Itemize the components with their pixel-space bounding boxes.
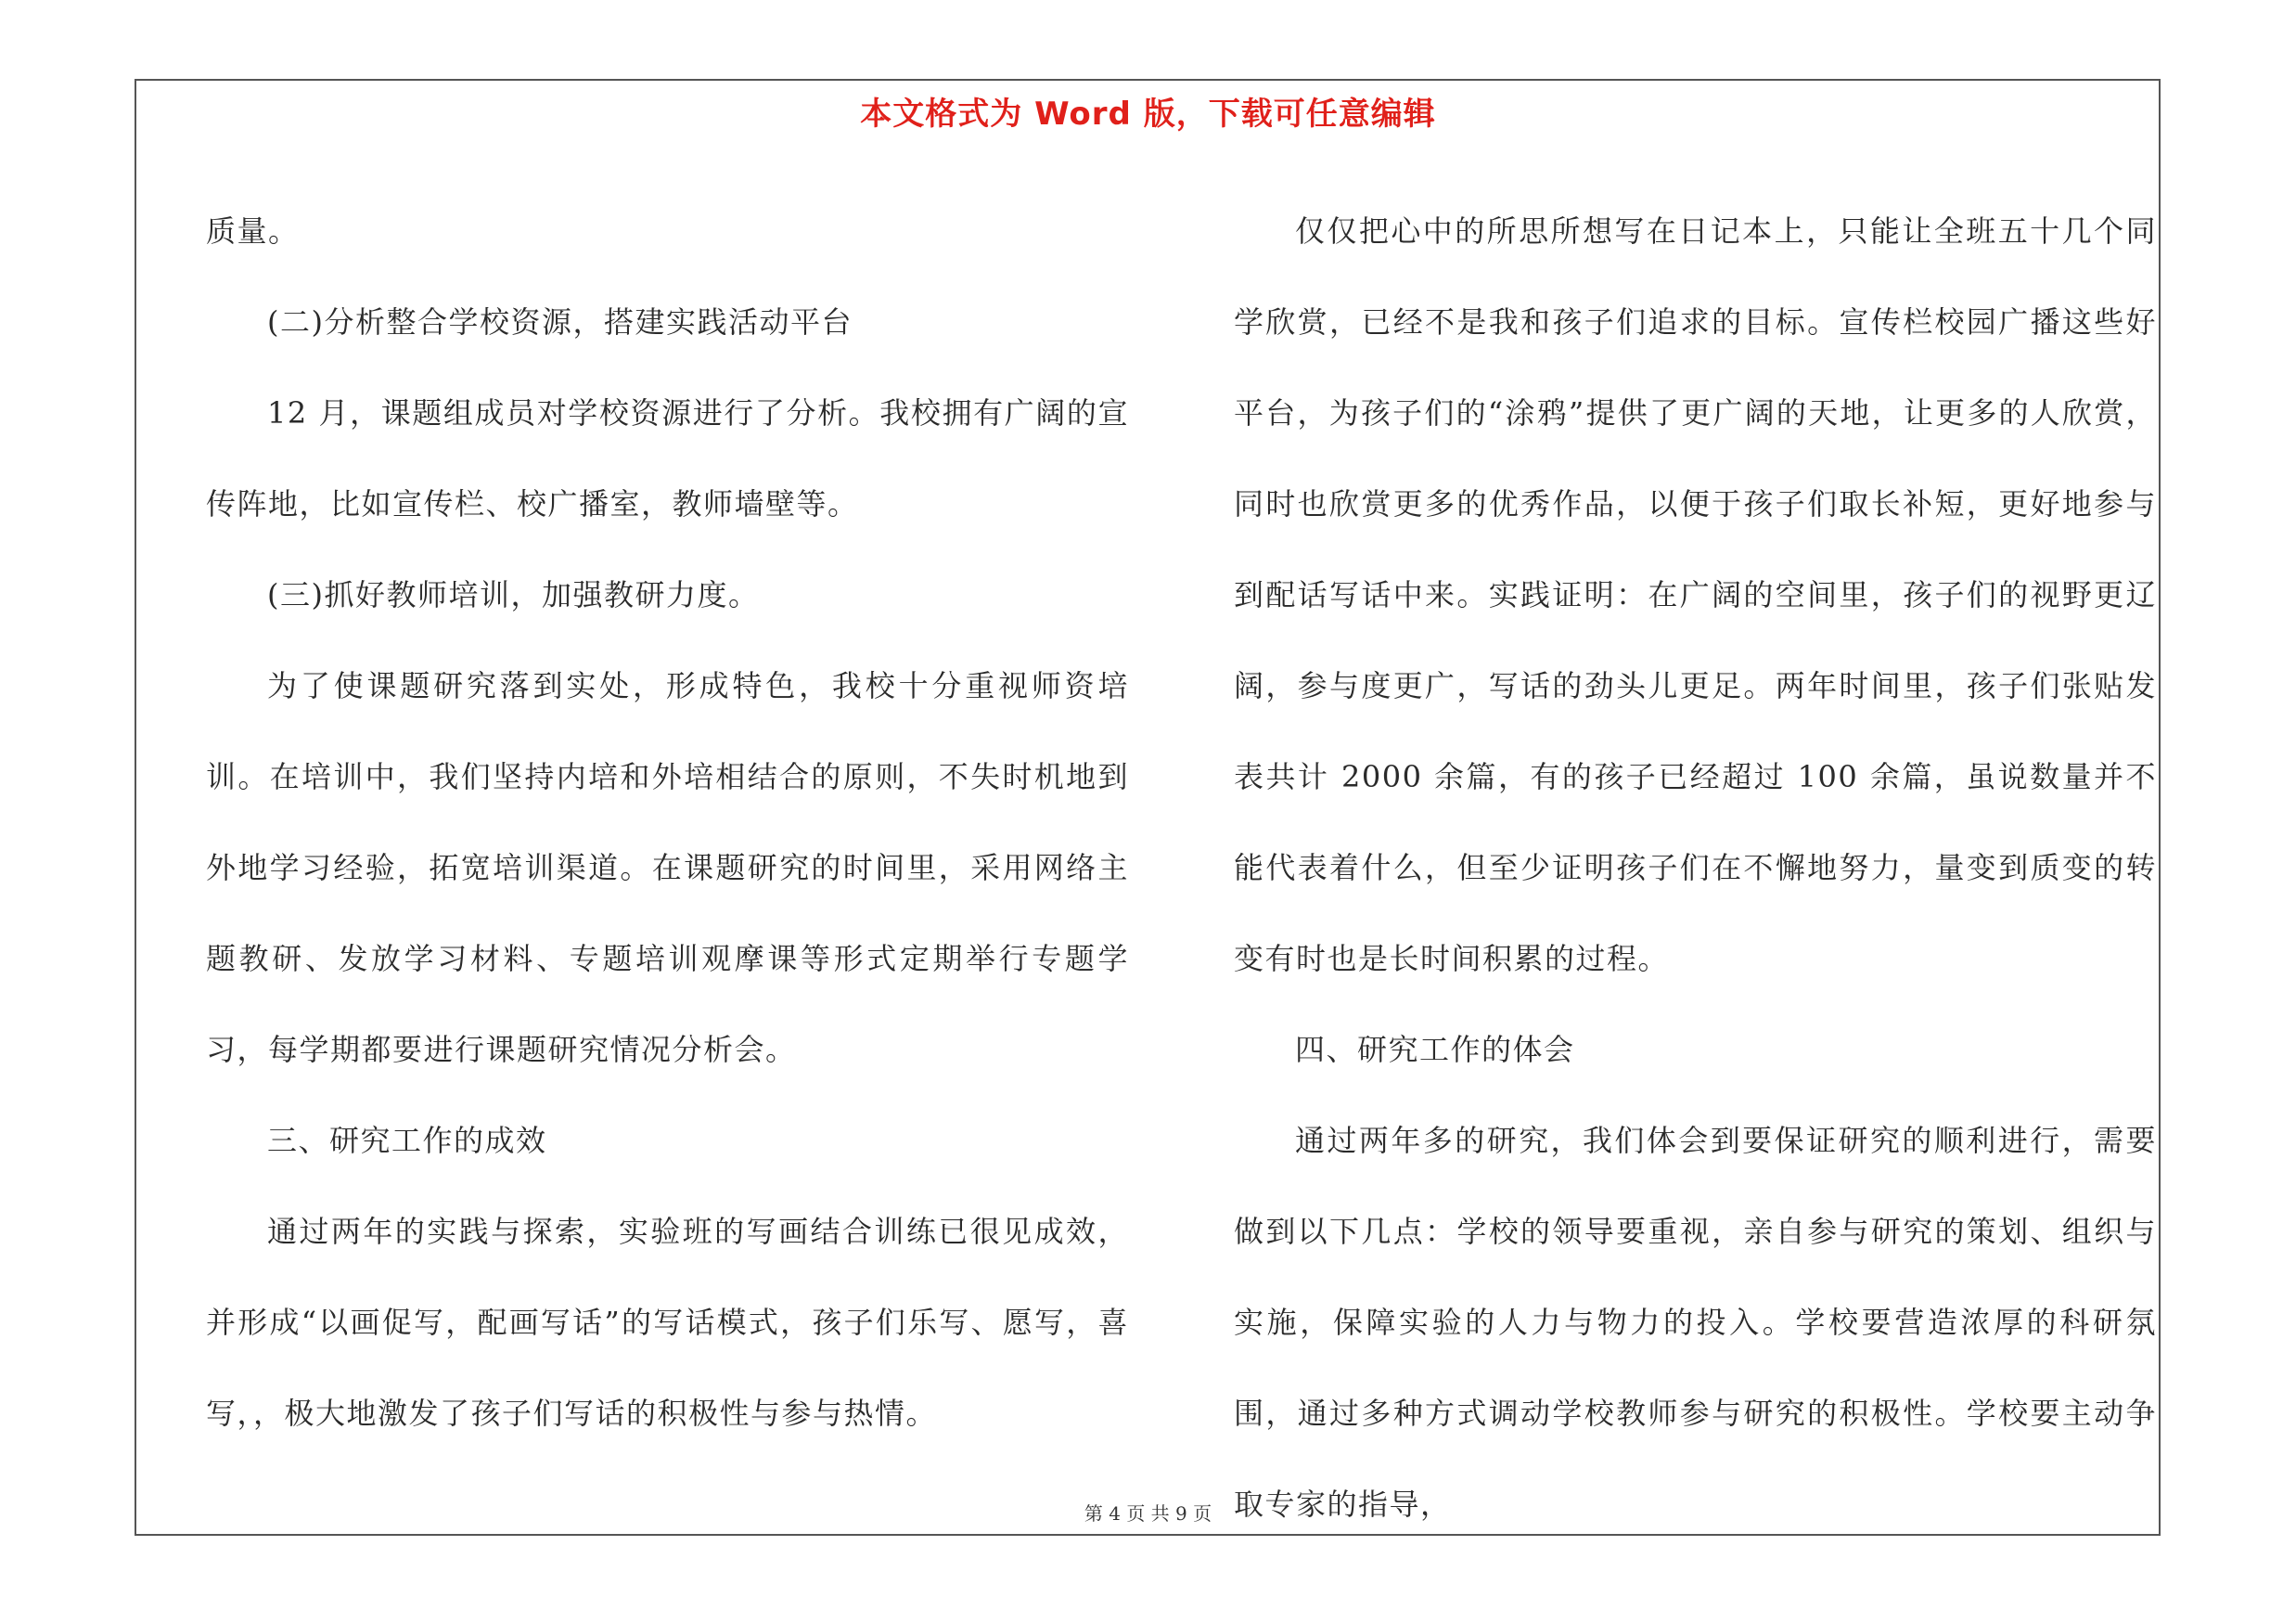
page-header-notice: 本文格式为 Word 版，下载可任意编辑 — [860, 96, 1436, 133]
section-heading: 三、研究工作的成效 — [267, 1123, 547, 1158]
paragraph: 通过两年的实践与探索，实验班的写画结合训练已很见成效，并形成“以画促写，配画写话”的写话模式，孩子们乐写、愿写，喜写，，极大地激发了孩子们写话的积极性与参与热情。 — [206, 1214, 1129, 1431]
section-heading: (二)分析整合学校资源，搭建实践活动平台 — [267, 304, 853, 340]
left-text-column — [206, 186, 1129, 1459]
section-heading: (三)抓好教师培训，加强教研力度。 — [267, 577, 760, 612]
paragraph: 通过两年多的研究，我们体会到要保证研究的顺利进行，需要做到以下几点：学校的领导要重视，亲自参与研究的策划、组织与实施，保障实验的人力与物力的投入。学校要营造浓厚的科研氛围，通过多种方式调动学校教师参与研究的积极性。学校要主动争取专家的指导， — [1234, 1123, 2157, 1522]
paragraph: 12 月，课题组成员对学校资源进行了分析。我校拥有广阔的宣传阵地，比如宣传栏、校广播室，教师墙壁等。 — [206, 395, 1129, 522]
right-text-column — [1234, 186, 2157, 1550]
section-heading: 四、研究工作的体会 — [1295, 1032, 1575, 1067]
page-number: 第 4 页 共 9 页 — [1084, 1502, 1212, 1525]
paragraph: 为了使课题研究落到实处，形成特色，我校十分重视师资培训。在培训中，我们坚持内培和外培相结合的原则，不失时机地到外地学习经验，拓宽培训渠道。在课题研究的时间里，采用网络主题教研、发放学习材料、专题培训观摩课等形式定期举行专题学习，每学期都要进行课题研究情况分析会。 — [206, 668, 1129, 1067]
paragraph: 仅仅把心中的所思所想写在日记本上，只能让全班五十几个同学欣赏，已经不是我和孩子们追求的目标。宣传栏校园广播这些好平台，为孩子们的“涂鸦”提供了更广阔的天地，让更多的人欣赏，同时也欣赏更多的优秀作品，以便于孩子们取长补短，更好地参与到配话写话中来。实践证明：在广阔的空间里，孩子们的视野更辽阔，参与度更广，写话的劲头儿更足。两年时间里，孩子们张贴发表共计 2000 余篇，有的孩子已经超过 100 余篇，虽说数量并不能代表着什么，但至少证明孩子们在不懈地努力，量变到质变的转变有时也是长时间积累的过程。 — [1234, 213, 2157, 976]
paragraph: 质量。 — [206, 213, 300, 249]
